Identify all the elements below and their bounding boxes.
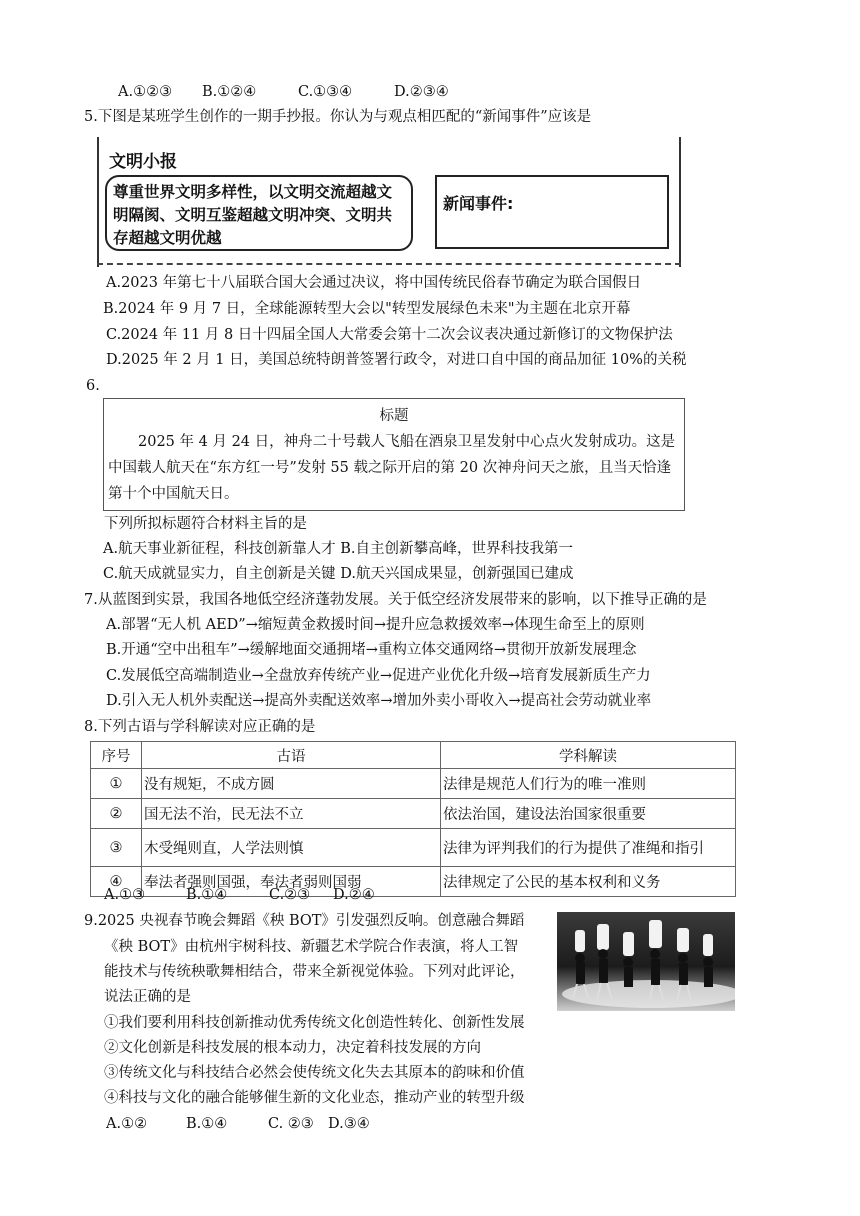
row-interpretation: 法律为评判我们的行为提供了准绳和指引 <box>441 829 736 867</box>
row-number: ③ <box>91 829 142 867</box>
q7-option-b: B.开通“空中出租车”→缓解地面交通拥堵→重构立体交通网络→贯彻开放新发展理念 <box>106 642 637 658</box>
table-row <box>91 829 736 867</box>
option-d: D.③④ <box>328 1116 370 1132</box>
option-a: A.①② <box>106 1116 148 1132</box>
q9-stem-line2: 《秧 BOT》由杭州宇树科技、新疆艺术学院合作表演，将人工智 <box>104 939 519 955</box>
q5-option-a: A.2023 年第七十八届联合国大会通过决议，将中国传统民俗春节确定为联合国假日 <box>106 275 642 291</box>
option-b: B.①④ <box>186 1116 228 1132</box>
q8-table <box>90 741 736 897</box>
option-c: C. ②③ <box>268 1116 314 1132</box>
poster-bottom-edge <box>97 263 681 265</box>
q9-stem-line4: 说法正确的是 <box>104 989 191 1005</box>
q8-options <box>104 885 375 905</box>
dance-photo-image <box>557 912 735 1011</box>
option-a: A.①③ <box>104 887 146 903</box>
option-a: A.①②③ <box>118 84 173 100</box>
q9-stem-line3: 能技术与传统秧歌舞相结合，带来全新视觉体验。下列对此评论， <box>104 964 525 980</box>
q6-material-text: 2025 年 4 月 24 日，神舟二十号载人飞船在酒泉卫星发射中心点火发射成功。这是中国载人航天在“东方红一号”发射 55 载之际开启的第 20 次神舟问天之旅，且当天恰逢第十个中国航天日。 <box>108 434 676 502</box>
q7-option-a: A.部署“无人机 AED”→缩短黄金救援时间→提升应急救援效率→体现生命至上的原则 <box>106 617 645 633</box>
row-saying: 木受绳则直，人学法则慎 <box>142 829 441 867</box>
option-c: C.②③ <box>269 887 311 903</box>
row-interpretation: 法律规定了公民的基本权利和义务 <box>441 867 736 897</box>
row-interpretation: 依法治国，建设法治国家很重要 <box>441 799 736 829</box>
table-row <box>91 799 736 829</box>
row-number: ② <box>91 799 142 829</box>
table-row <box>91 769 736 799</box>
header-number: 序号 <box>91 742 142 769</box>
table-header-row <box>91 742 736 769</box>
q9-stem-line1: 9.2025 央视春节晚会舞蹈《秧 BOT》引发强烈反响。创意融合舞蹈 <box>84 913 525 929</box>
row-saying: 奉法者强则国强，奉法者弱则国弱 <box>142 867 441 897</box>
row-saying: 国无法不治，民无法不立 <box>142 799 441 829</box>
handwritten-poster <box>97 137 679 269</box>
q6-number: 6. <box>86 378 100 394</box>
q9-statement-3: ③传统文化与科技结合必然会使传统文化失去其原本的韵味和价值 <box>104 1065 525 1081</box>
q6-question: 下列所拟标题符合材料主旨的是 <box>104 516 307 532</box>
q6-material-title: 标题 <box>379 408 409 424</box>
row-number: ④ <box>91 867 142 897</box>
poster-quote: 尊重世界文明多样性，以文明交流超越文明隔阂、文明互鉴超越文明冲突、文明共存超越文明优越 <box>105 175 413 251</box>
q5-option-c: C.2024 年 11 月 8 日十四届全国人大常委会第十二次会议表决通过新修订的文物保护法 <box>106 327 673 343</box>
q7-stem: 7.从蓝图到实景，我国各地低空经济蓬勃发展。关于低空经济发展带来的影响，以下推导正确的是 <box>84 592 707 608</box>
poster-news-box <box>435 175 669 249</box>
header-saying: 古语 <box>142 742 441 769</box>
row-interpretation: 法律是规范人们行为的唯一准则 <box>441 769 736 799</box>
header-interpretation: 学科解读 <box>441 742 736 769</box>
q9-options <box>106 1114 370 1134</box>
q8-stem: 8.下列古语与学科解读对应正确的是 <box>84 719 316 735</box>
option-b: B.①②④ <box>202 84 257 100</box>
option-b: B.①④ <box>186 887 228 903</box>
q6-options-line2: C.航天成就显实力，自主创新是关键 D.航天兴国成果显，创新强国已建成 <box>103 566 574 582</box>
q9-statement-4: ④科技与文化的融合能够催生新的文化业态，推动产业的转型升级 <box>104 1090 525 1106</box>
poster-title: 文明小报 <box>109 152 177 172</box>
q5-stem: 5.下图是某班学生创作的一期手抄报。你认为与观点相匹配的“新闻事件”应该是 <box>84 109 592 125</box>
row-saying: 没有规矩，不成方圆 <box>142 769 441 799</box>
q7-option-d: D.引入无人机外卖配送→提高外卖配送效率→增加外卖小哥收入→提高社会劳动就业率 <box>106 693 652 709</box>
row-number: ① <box>91 769 142 799</box>
option-c: C.①③④ <box>298 84 353 100</box>
q6-material-box <box>103 398 685 511</box>
q4-options <box>118 82 449 102</box>
q7-option-c: C.发展低空高端制造业→全盘放弃传统产业→促进产业优化升级→培育发展新质生产力 <box>106 668 651 684</box>
option-d: D.②③④ <box>394 84 449 100</box>
q9-statement-1: ①我们要利用科技创新推动优秀传统文化创造性转化、创新性发展 <box>104 1015 525 1031</box>
q9-statement-2: ②文化创新是科技发展的根本动力，决定着科技发展的方向 <box>104 1040 481 1056</box>
option-d: D.②④ <box>333 887 375 903</box>
q5-option-d: D.2025 年 2 月 1 日，美国总统特朗普签署行政令，对进口自中国的商品加征 10%的关税 <box>106 352 687 368</box>
q5-option-b: B.2024 年 9 月 7 日，全球能源转型大会以"转型发展绿色未来"为主题在北京开幕 <box>103 301 631 317</box>
dance-performance-photo <box>557 912 735 1011</box>
q6-options-line1: A.航天事业新征程，科技创新靠人才 B.自主创新攀高峰，世界科技我第一 <box>103 541 573 557</box>
poster-news-label: 新闻事件: <box>443 194 514 213</box>
